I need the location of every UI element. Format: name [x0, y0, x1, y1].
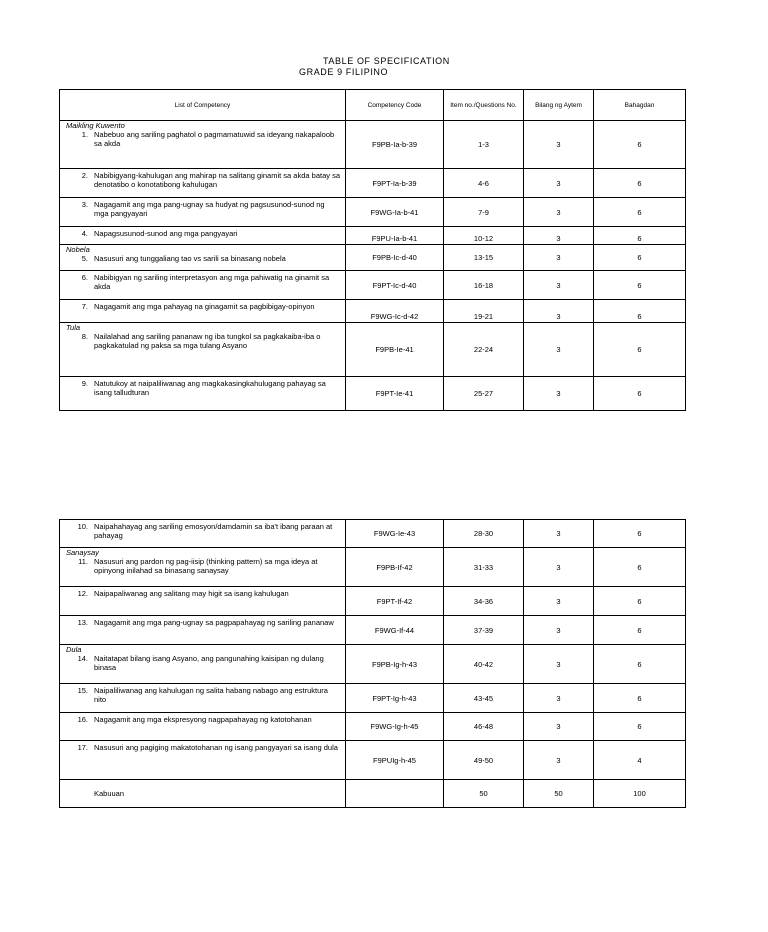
competency-text: Napagsusunod-sunod ang mga pangyayari	[94, 229, 238, 238]
competency-cell	[60, 713, 346, 741]
percentage: 6	[594, 227, 686, 245]
item-numbers: 7-9	[444, 198, 524, 227]
competency-cell	[60, 520, 346, 548]
competency-code: F9PUIg-h-45	[346, 741, 444, 780]
percentage: 6	[594, 645, 686, 684]
table-row	[60, 169, 686, 198]
section-label: Sanaysay	[66, 548, 99, 557]
competency-cell	[60, 645, 346, 684]
percentage: 6	[594, 323, 686, 377]
table-row	[60, 645, 686, 684]
competency-number: 15.	[77, 686, 88, 695]
percentage: 6	[594, 121, 686, 169]
item-count: 3	[524, 741, 594, 780]
table-row	[60, 587, 686, 616]
item-count: 3	[524, 227, 594, 245]
section-label: Dula	[66, 645, 82, 654]
percentage: 6	[594, 548, 686, 587]
section-label: Nobela	[66, 245, 90, 254]
item-count: 3	[524, 645, 594, 684]
item-count: 3	[524, 587, 594, 616]
item-count: 3	[524, 198, 594, 227]
document-subtitle: GRADE 9 FILIPINO	[299, 67, 389, 77]
competency-cell	[60, 323, 346, 377]
item-numbers: 46-48	[444, 713, 524, 741]
competency-cell	[60, 684, 346, 713]
item-numbers: 25-27	[444, 377, 524, 411]
competency-code: F9WG-Ia-b-41	[346, 198, 444, 227]
percentage: 6	[594, 198, 686, 227]
header-percent: Bahagdan	[594, 90, 686, 121]
specification-table-part-1	[59, 89, 686, 411]
total-count: 50	[524, 780, 594, 808]
competency-number: 6.	[81, 273, 88, 282]
item-count: 3	[524, 300, 594, 323]
item-numbers: 28-30	[444, 520, 524, 548]
percentage: 6	[594, 271, 686, 300]
percentage: 6	[594, 377, 686, 411]
competency-text: Nabebuo ang sariling paghatol o pagmamatuwid sa ideyang nakapaloob sa akda	[94, 130, 335, 148]
item-numbers: 40-42	[444, 645, 524, 684]
competency-cell	[60, 616, 346, 645]
item-count: 3	[524, 548, 594, 587]
competency-number: 2.	[81, 171, 88, 180]
competency-text: Nasusuri ang pagiging makatotohanan ng isang pangyayari sa isang dula	[94, 743, 338, 752]
competency-code: F9WG-Ic-d-42	[346, 300, 444, 323]
item-count: 3	[524, 323, 594, 377]
percentage: 6	[594, 616, 686, 645]
competency-number: 9.	[81, 379, 88, 388]
competency-text: Natutukoy at naipaliliwanag ang magkakasingkahulugang pahayag sa isang talludturan	[94, 379, 326, 397]
header-code: Competency Code	[346, 90, 444, 121]
total-items: 50	[444, 780, 524, 808]
competency-text: Nabibigyan ng sariling interpretasyon ang mga pahiwatig na ginamit sa akda	[94, 273, 330, 291]
competency-cell	[60, 198, 346, 227]
percentage: 6	[594, 300, 686, 323]
document-title: TABLE OF SPECIFICATION	[323, 56, 450, 66]
competency-text: Nagagamit ang mga pahayag na ginagamit sa pagbibigay-opinyon	[94, 302, 315, 311]
table-row	[60, 741, 686, 780]
competency-text: Nagagamit ang mga ekspresyong nagpapahayag ng katotohanan	[94, 715, 312, 724]
competency-cell	[60, 548, 346, 587]
competency-code: F9WG-Ie-43	[346, 520, 444, 548]
competency-cell	[60, 300, 346, 323]
item-numbers: 19-21	[444, 300, 524, 323]
total-code-cell	[346, 780, 444, 808]
competency-cell	[60, 245, 346, 271]
competency-text: Naipapaliwanag ang salitang may higit sa isang kahulugan	[94, 589, 289, 598]
percentage: 4	[594, 741, 686, 780]
table-row	[60, 323, 686, 377]
item-count: 3	[524, 245, 594, 271]
table-row	[60, 300, 686, 323]
competency-text: Nasusuri ang pardon ng pag-iisip (thinking pattern) sa mga ideya at opinyong inilahad sa binasang sanaysay	[94, 557, 318, 575]
item-numbers: 49-50	[444, 741, 524, 780]
table-row	[60, 271, 686, 300]
item-count: 3	[524, 684, 594, 713]
competency-code: F9PT-If-42	[346, 587, 444, 616]
specification-table-part-2	[59, 519, 686, 808]
competency-number: 8.	[81, 332, 88, 341]
total-percent: 100	[594, 780, 686, 808]
percentage: 6	[594, 245, 686, 271]
competency-number: 11.	[78, 557, 88, 566]
competency-number: 3.	[81, 200, 88, 209]
competency-code: F9PT-Ig-h-43	[346, 684, 444, 713]
competency-number: 4.	[81, 229, 88, 238]
item-numbers: 34-36	[444, 587, 524, 616]
item-numbers: 22-24	[444, 323, 524, 377]
competency-text: Naipahahayag ang sariling emosyon/damdamin sa iba't ibang paraan at pahayag	[94, 522, 333, 540]
table-row	[60, 548, 686, 587]
competency-number: 5.	[81, 254, 88, 263]
item-numbers: 1-3	[444, 121, 524, 169]
competency-code: F9PU-Ia-b-41	[346, 227, 444, 245]
item-numbers: 43-45	[444, 684, 524, 713]
competency-number: 16.	[77, 715, 88, 724]
competency-code: F9WG-Ig-h-45	[346, 713, 444, 741]
competency-number: 10.	[77, 522, 88, 531]
competency-code: F9PT-Ia-b-39	[346, 169, 444, 198]
percentage: 6	[594, 713, 686, 741]
percentage: 6	[594, 169, 686, 198]
competency-text: Nabibigyang-kahulugan ang mahirap na salitang ginamit sa akda batay sa denotatibo o konotatibong kahulugan	[94, 171, 340, 189]
item-count: 3	[524, 121, 594, 169]
table-header-row	[60, 90, 686, 121]
section-label: Maikling Kuwento	[66, 121, 125, 130]
competency-cell	[60, 169, 346, 198]
table-row	[60, 713, 686, 741]
header-items: Item no./Questions No.	[444, 90, 524, 121]
competency-code: F9PT-Ie-41	[346, 377, 444, 411]
percentage: 6	[594, 684, 686, 713]
item-count: 3	[524, 169, 594, 198]
percentage: 6	[594, 520, 686, 548]
table-row	[60, 227, 686, 245]
competency-number: 12.	[77, 589, 88, 598]
item-count: 3	[524, 271, 594, 300]
item-numbers: 4-6	[444, 169, 524, 198]
header-count: Bilang ng Aytem	[524, 90, 594, 121]
item-numbers: 13-15	[444, 245, 524, 271]
item-count: 3	[524, 713, 594, 741]
competency-text: Naipaliliwanag ang kahulugan ng salita habang nabago ang estruktura nito	[94, 686, 328, 704]
competency-text: Nasusuri ang tunggaliang tao vs sarili sa binasang nobela	[94, 254, 286, 263]
competency-code: F9PB-Ic-d-40	[346, 245, 444, 271]
competency-cell	[60, 227, 346, 245]
table-row	[60, 520, 686, 548]
competency-number: 14.	[77, 654, 88, 663]
item-numbers: 16-18	[444, 271, 524, 300]
competency-code: F9PB-Ie-41	[346, 323, 444, 377]
competency-cell	[60, 741, 346, 780]
item-numbers: 37-39	[444, 616, 524, 645]
total-label: Kabuuan	[60, 780, 346, 808]
table-row	[60, 684, 686, 713]
table-row	[60, 616, 686, 645]
section-label: Tula	[66, 323, 81, 332]
competency-code: F9PB-Ig-h-43	[346, 645, 444, 684]
item-numbers: 10-12	[444, 227, 524, 245]
item-count: 3	[524, 377, 594, 411]
competency-number: 1.	[81, 130, 88, 139]
competency-code: F9WG-If-44	[346, 616, 444, 645]
competency-cell	[60, 587, 346, 616]
competency-code: F9PB-If-42	[346, 548, 444, 587]
competency-number: 7.	[81, 302, 88, 311]
competency-text: Nailalahad ang sariling pananaw ng iba tungkol sa pagkakaiba-iba o pagkakatulad ng paksa sa mga tulang Asyano	[94, 332, 321, 350]
item-count: 3	[524, 616, 594, 645]
competency-text: Nagagamit ang mga pang-ugnay sa pagpapahayag ng sariling pananaw	[94, 618, 334, 627]
table-row	[60, 245, 686, 271]
competency-number: 17.	[77, 743, 88, 752]
competency-text: Nagagamit ang mga pang-ugnay sa hudyat ng pagsusunod-sunod ng mga pangyayari	[94, 200, 325, 218]
competency-text: Naitatapat bilang isang Asyano, ang pangunahing kaisipan ng dulang binasa	[94, 654, 324, 672]
item-numbers: 31-33	[444, 548, 524, 587]
competency-code: F9PB-Ia-b-39	[346, 121, 444, 169]
header-competency: List of Competency	[60, 90, 346, 121]
competency-number: 13.	[77, 618, 88, 627]
table-row	[60, 377, 686, 411]
competency-cell	[60, 121, 346, 169]
item-count: 3	[524, 520, 594, 548]
table-row	[60, 198, 686, 227]
competency-code: F9PT-Ic-d-40	[346, 271, 444, 300]
total-row	[60, 780, 686, 808]
competency-cell	[60, 271, 346, 300]
competency-cell	[60, 377, 346, 411]
percentage: 6	[594, 587, 686, 616]
table-row	[60, 121, 686, 169]
